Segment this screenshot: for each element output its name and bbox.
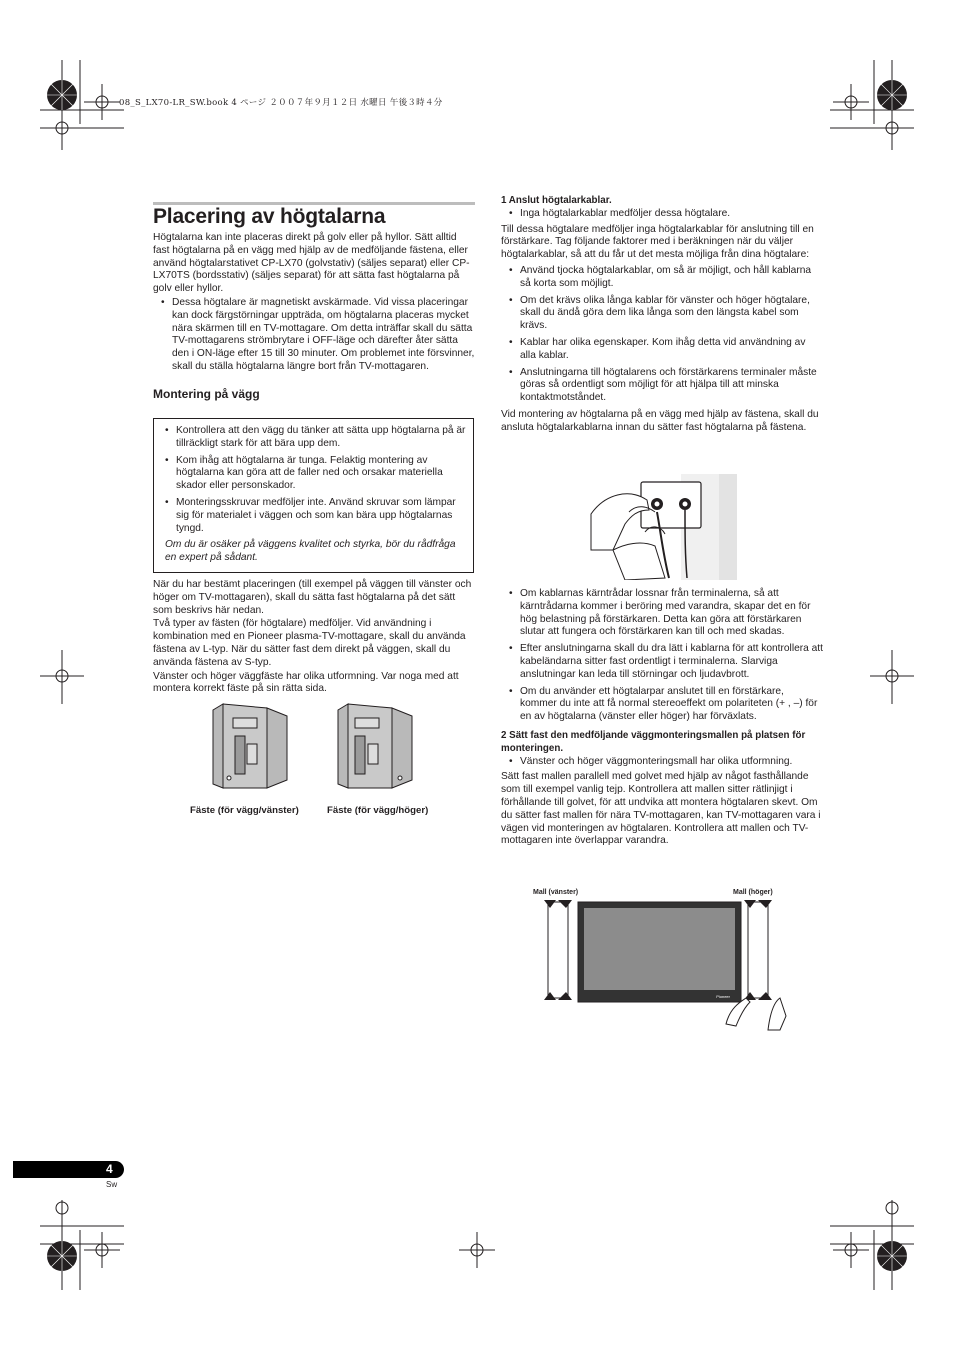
left-paragraphs: [153, 579, 475, 696]
body-paragraph: Vänster och höger väggfäste har olika utformning. Var noga med att montera korrekt fäste på sin rätta sida.: [153, 670, 459, 695]
step-1-bullet: • Anslutningarna till högtalarens och förstärkarens terminaler måste göras så ordentligt som möjligt för att hjälpa till att minska kontaktmotståndet.: [501, 367, 823, 405]
caution-bullet: • Monteringsskruvar medföljer inte. Använd skruvar som lämpar sig för materialet i väggen och som kan bära upp högtalarnas tyngd.: [157, 497, 469, 535]
page-title: Placering av högtalarna: [153, 205, 386, 228]
caution-bullet: • Kom ihåg att högtalarna är tunga. Felaktig montering av högtalarna kan göra att de faller ned och orsakar materiella skador eller personskador.: [157, 455, 469, 493]
right-column-middle: [501, 588, 823, 848]
page-title-block: [153, 202, 475, 229]
section-heading: Montering på vägg: [153, 386, 260, 401]
step-2-title: 2 Sätt fast den medföljande väggmonteringsmallen på platsen för monteringen.: [501, 729, 806, 754]
wall-brackets-illustration: [205, 700, 425, 795]
caution-note: Om du är osäker på väggens kvalitet och styrka, bör du rådfråga en expert på sådant.: [165, 539, 456, 564]
step-1-bullet: • Inga högtalarkablar medföljer dessa högtalare.: [501, 208, 823, 221]
step-1-title: 1 Anslut högtalarkablar.: [501, 195, 612, 206]
intro-paragraph: Högtalarna kan inte placeras direkt på golv eller på hyllor. Sätt alltid fast högtalarna på en vägg med hjälp av de medföljande fästena, eller använd högtalarstativet CP-LX70 (golvstativ) (säljes separat) eller CP-LX70TS (bordsstativ) (säljes separat) för att sätta fast högtalarna på golv eller hyllor.: [153, 232, 470, 295]
page-number: 4: [106, 1162, 113, 1176]
body-paragraph: Två typer av fästen (för högtalare) medföljer. Vid användning i kombination med en Pioneer plasma-TV-mottagare, skall du använda fästena av L-typ. När du sätter fast dem direkt på väggen, skall du använda fästena av S-typ.: [153, 618, 466, 668]
bracket-caption-right: Fäste (för vägg/höger): [327, 805, 429, 816]
cable-connection-illustration: [585, 474, 737, 580]
caution-box: [153, 418, 474, 573]
caution-bullet: • Kontrollera att den vägg du tänker att sätta upp högtalarna på är tillräckligt stark för att bära upp dem.: [157, 425, 469, 451]
warning-bullet: • Efter anslutningarna skall du dra lätt i kablarna för att kontrollera att kabeländarna sitter fast ordentligt i terminalerna. Slarviga anslutningar kan leda till störningar och ljudavbrott.: [501, 643, 823, 681]
print-header-line: 08_S_LX70-LR_SW.book 4 ページ ２００７年９月１２日 水曜日 午後３時４分: [119, 98, 443, 108]
template-label-left: Mall (vänster): [533, 889, 579, 896]
right-column-top: [501, 195, 823, 435]
page-language: Sw: [106, 1180, 118, 1189]
body-paragraph: När du har bestämt placeringen (till exempel på väggen till vänster och höger om TV-mottagaren), skall du sätta fast högtalarna på det sätt som beskrivs här nedan.: [153, 579, 472, 616]
step-2-bullet: • Vänster och höger väggmonteringsmall har olika utformning.: [501, 756, 823, 769]
template-label-right: Mall (höger): [733, 889, 773, 896]
step-1-bullet: • Använd tjocka högtalarkablar, om så är möjligt, och håll kablarna så korta som möjligt.: [501, 265, 823, 291]
step-1-bullet: • Kablar har olika egenskaper. Kom ihåg detta vid användning av alla kablar.: [501, 337, 823, 363]
step-1-paragraph-2: Vid montering av högtalarna på en vägg med hjälp av fästena, skall du ansluta högtalarkablarna innan du sätter fast högtalarna på fästena.: [501, 408, 819, 433]
step-2-paragraph: Sätt fast mallen parallell med golvet med hjälp av något fasthållande som till exempel vanlig tejp. Kontrollera att mallen sitter rätlinjigt i förhållande till golvet, för att undvika att montera högtalaren skevt. Om du sätter fast mallen för nära TV-mottagaren, kan TV-mottagaren vara i vägen vid monteringen av högtalaren. Kontrollera att mallen och TV-mottagaren inte överlappar varandra.: [501, 771, 821, 847]
tv-brand-logo: Pioneer: [716, 994, 730, 999]
step-1-paragraph: Till dessa högtalare medföljer inga högtalarkablar för anslutning till en förstärkare. Tag följande faktorer med i beräkningen när du väljer högtalarkablar, så att du får ut det mesta möjliga från dina högtalare:: [501, 223, 814, 261]
step-1-bullet: • Om det krävs olika långa kablar för vänster och höger högtalare, skall du ändå göra dem lika långa som den längsta kabel som krävs.: [501, 295, 823, 333]
intro-bullet: • Dessa högtalare är magnetiskt avskärmade. Vid vissa placeringar kan dock färgstörningar uppträda, om högtalarna placeras mycket nära skärmen till en TV-mottagare. Om detta inträffar skall du sätta TV-mottagarens strömbrytare i OFF-läge och därefter åter sätta den i ON-läge efter 15 till 30 minuter. Om problemet inte försvinner, skall du ställa högtalarna längre bort från TV-mottagaren.: [153, 297, 475, 374]
warning-bullet: • Om du använder ett högtalarpar anslutet till en förstärkare, kommer du inte att få normal stereoeffekt om polariteten (+ , –) för en av högtalarna (vänster eller höger) har förväxlats.: [501, 686, 823, 724]
bracket-caption-left: Fäste (för vägg/vänster): [190, 805, 299, 816]
left-column: [153, 232, 475, 401]
tv-template-illustration: [540, 898, 790, 1034]
warning-bullet: • Om kablarnas kärntrådar lossnar från terminalerna, så att kärntrådarna kommer i beröring med varandra, skapar det en för hög belastning på förstärkaren. Detta kan göra att förstärkaren slutar att fungera och förstärkaren kan till och med skadas.: [501, 588, 823, 639]
